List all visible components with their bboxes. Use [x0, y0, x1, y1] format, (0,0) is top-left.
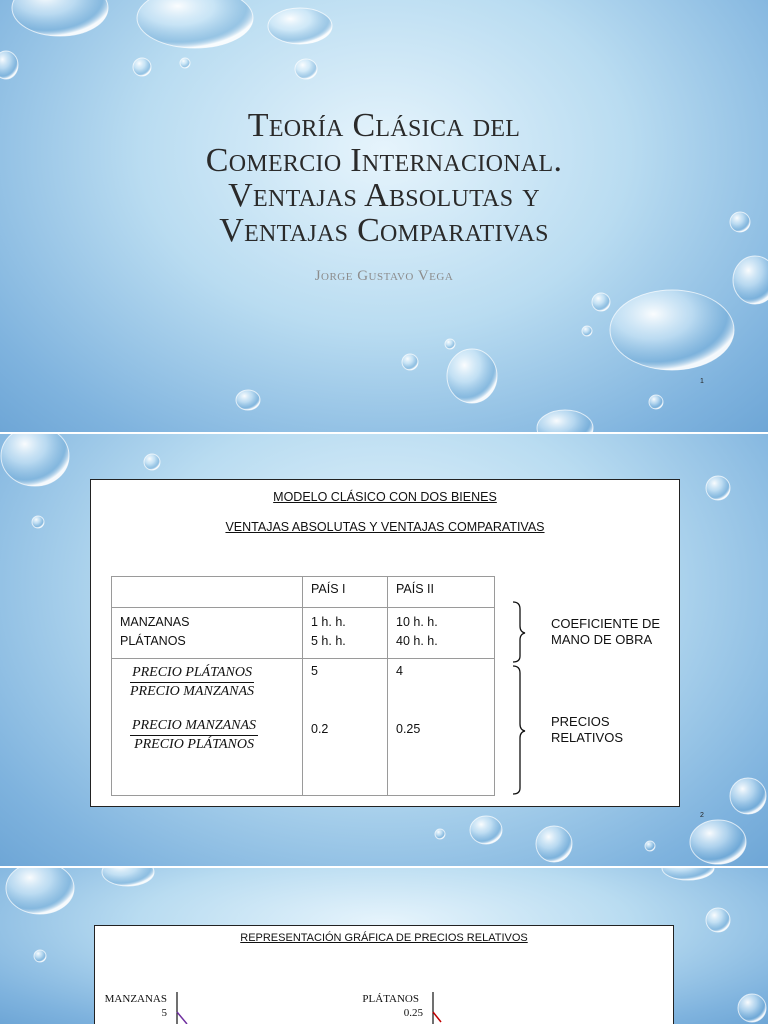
label-coeficiente-mano-de-obra: [551, 616, 660, 648]
label-line: PRECIOS: [551, 714, 610, 729]
fraction-platanos-manzanas: [130, 664, 254, 701]
slide-number: 2: [700, 812, 704, 819]
price-ratio-value: 0.25: [396, 722, 421, 736]
table-header-cell-empty: [112, 577, 303, 608]
title-line: Ventajas Comparativas: [219, 212, 549, 249]
price-ratio-value: 5: [311, 664, 318, 678]
price-ratio-value: 0.2: [311, 722, 329, 736]
table-header-pais-2: PAÍS II: [388, 577, 495, 608]
table-cell-pais1-hours: [303, 608, 388, 659]
slide-number: 1: [700, 378, 704, 385]
left-axis-label: MANZANAS: [104, 993, 167, 1005]
table-header-pais-1: PAÍS I: [303, 577, 388, 608]
fraction-manzanas-platanos: [130, 717, 258, 754]
table-row-hours: [112, 608, 495, 659]
label-line: MANO DE OBRA: [551, 632, 653, 647]
hours-value: 10 h. h.: [396, 615, 438, 629]
good-manzanas: MANZANAS: [120, 615, 190, 629]
fraction-denominator: PRECIO PLÁTANOS: [134, 737, 254, 752]
hours-value: 1 h. h.: [311, 615, 346, 629]
slide-3: [0, 868, 768, 1024]
right-axis-label: PLÁTANOS: [362, 993, 419, 1005]
label-precios-relativos: [551, 714, 623, 746]
title-line: Comercio Internacional.: [205, 142, 563, 179]
good-platanos: PLÁTANOS: [120, 634, 186, 648]
right-axis-value: 0.25: [403, 1007, 423, 1019]
left-axis-value: 5: [161, 1007, 167, 1019]
table-cell-pais2-hours: [388, 608, 495, 659]
heading-ventajas: VENTAJAS ABSOLUTAS Y VENTAJAS COMPARATIVAS: [225, 520, 545, 534]
right-braces: [509, 600, 529, 800]
table-cell-ratios: [112, 659, 303, 796]
fraction-denominator: PRECIO MANZANAS: [130, 684, 255, 699]
fraction-numerator: PRECIO PLÁTANOS: [130, 664, 254, 683]
title-line: Ventajas Absolutas y: [228, 177, 540, 214]
fraction-numerator: PRECIO MANZANAS: [130, 717, 258, 736]
price-ratio-value: 4: [396, 664, 403, 678]
table-header-row: [112, 577, 495, 608]
table-card: [90, 479, 680, 807]
table-cell-pais1-prices: [303, 659, 388, 796]
table-cell-goods: [112, 608, 303, 659]
brace-coeficiente: [513, 602, 525, 662]
graph-axes: [95, 926, 673, 1024]
label-line: COEFICIENTE DE: [551, 616, 661, 631]
title-line: Teoría Clásica del: [247, 107, 521, 144]
brace-precios: [513, 666, 525, 794]
coefficients-table: [111, 576, 495, 796]
left-price-line: [177, 1012, 187, 1024]
heading-modelo-clasico: MODELO CLÁSICO CON DOS BIENES: [273, 490, 497, 504]
hours-value: 5 h. h.: [311, 634, 346, 648]
slide-subtitle-author: Jorge Gustavo Vega: [314, 268, 454, 284]
slide-1: [0, 0, 768, 432]
slide-2: [0, 434, 768, 866]
right-price-line: [433, 1012, 441, 1022]
hours-value: 40 h. h.: [396, 634, 438, 648]
table-cell-pais2-prices: [388, 659, 495, 796]
slide-title: [84, 108, 684, 248]
heading-representacion-grafica: REPRESENTACIÓN GRÁFICA DE PRECIOS RELATIVOS: [240, 932, 528, 944]
graph-card: [94, 925, 674, 1024]
table-row-prices: [112, 659, 495, 796]
label-line: RELATIVOS: [551, 730, 624, 745]
